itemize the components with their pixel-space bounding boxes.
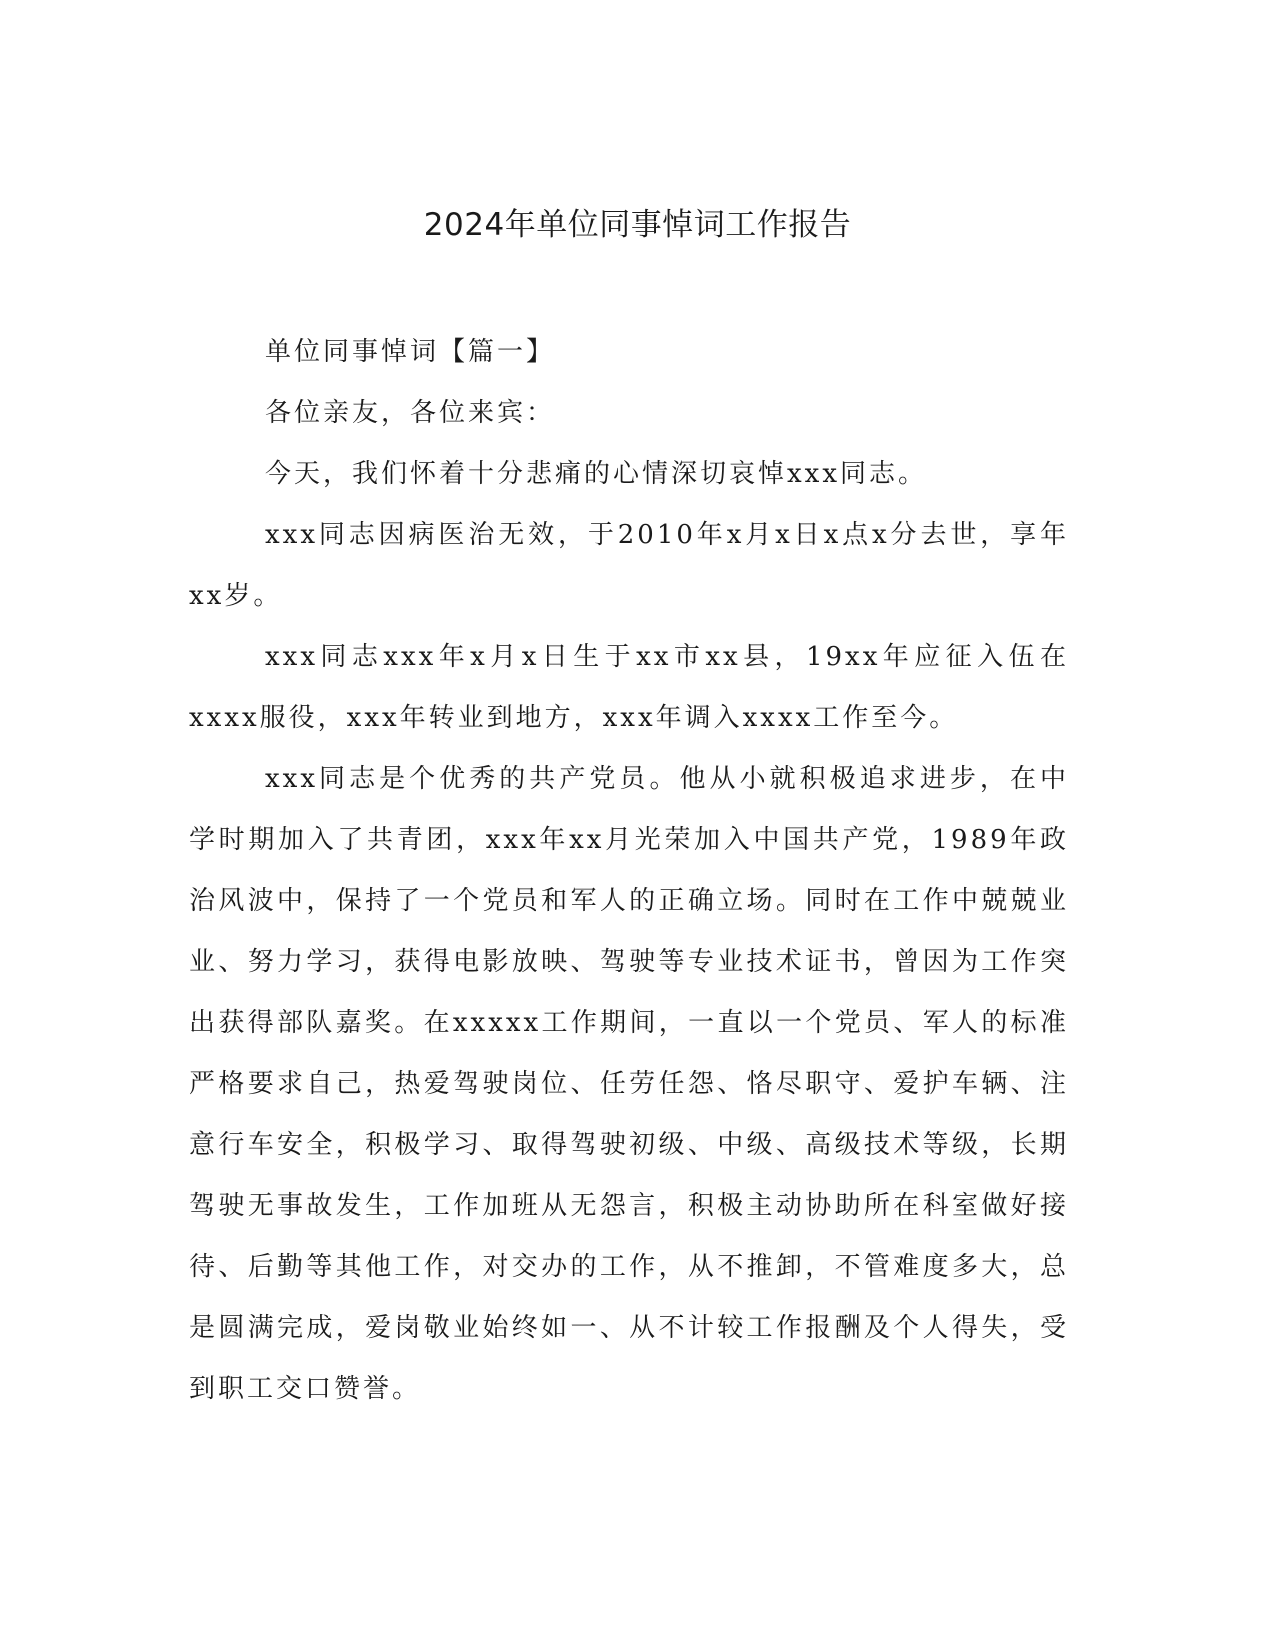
paragraph: xxx同志xxx年x月x日生于xx市xx县，19xx年应征入伍在xxxx服役，xxx年转业到地方，xxx年调入xxxx工作至今。	[189, 642, 1069, 733]
salutation: 各位亲友，各位来宾：	[265, 398, 556, 428]
paragraph: 今天，我们怀着十分悲痛的心情深切哀悼xxx同志。	[265, 459, 927, 489]
document-title: 2024年单位同事悼词工作报告	[423, 207, 852, 243]
section-heading: 单位同事悼词【篇一】	[265, 337, 556, 367]
paragraph: xxx同志因病医治无效，于2010年x月x日x点x分去世，享年xx岁。	[189, 520, 1069, 611]
paragraph: xxx同志是个优秀的共产党员。他从小就积极追求进步，在中学时期加入了共青团，xxx年xx月光荣加入中国共产党，1989年政治风波中，保持了一个党员和军人的正确立场。同时在工作中兢兢业业、努力学习，获得电影放映、驾驶等专业技术证书，曾因为工作突出获得部队嘉奖。在xxxxx工作期间，一直以一个党员、军人的标准严格要求自己，热爱驾驶岗位、任劳任怨、恪尽职守、爱护车辆、注意行车安全，积极学习、取得驾驶初级、中级、高级技术等级，长期驾驶无事故发生，工作加班从无怨言，积极主动协助所在科室做好接待、后勤等其他工作，对交办的工作，从不推卸，不管难度多大，总是圆满完成，爱岗敬业始终如一、从不计较工作报酬及个人得失，受到职工交口赞誉。	[189, 764, 1069, 1404]
document-body	[189, 322, 1069, 1420]
